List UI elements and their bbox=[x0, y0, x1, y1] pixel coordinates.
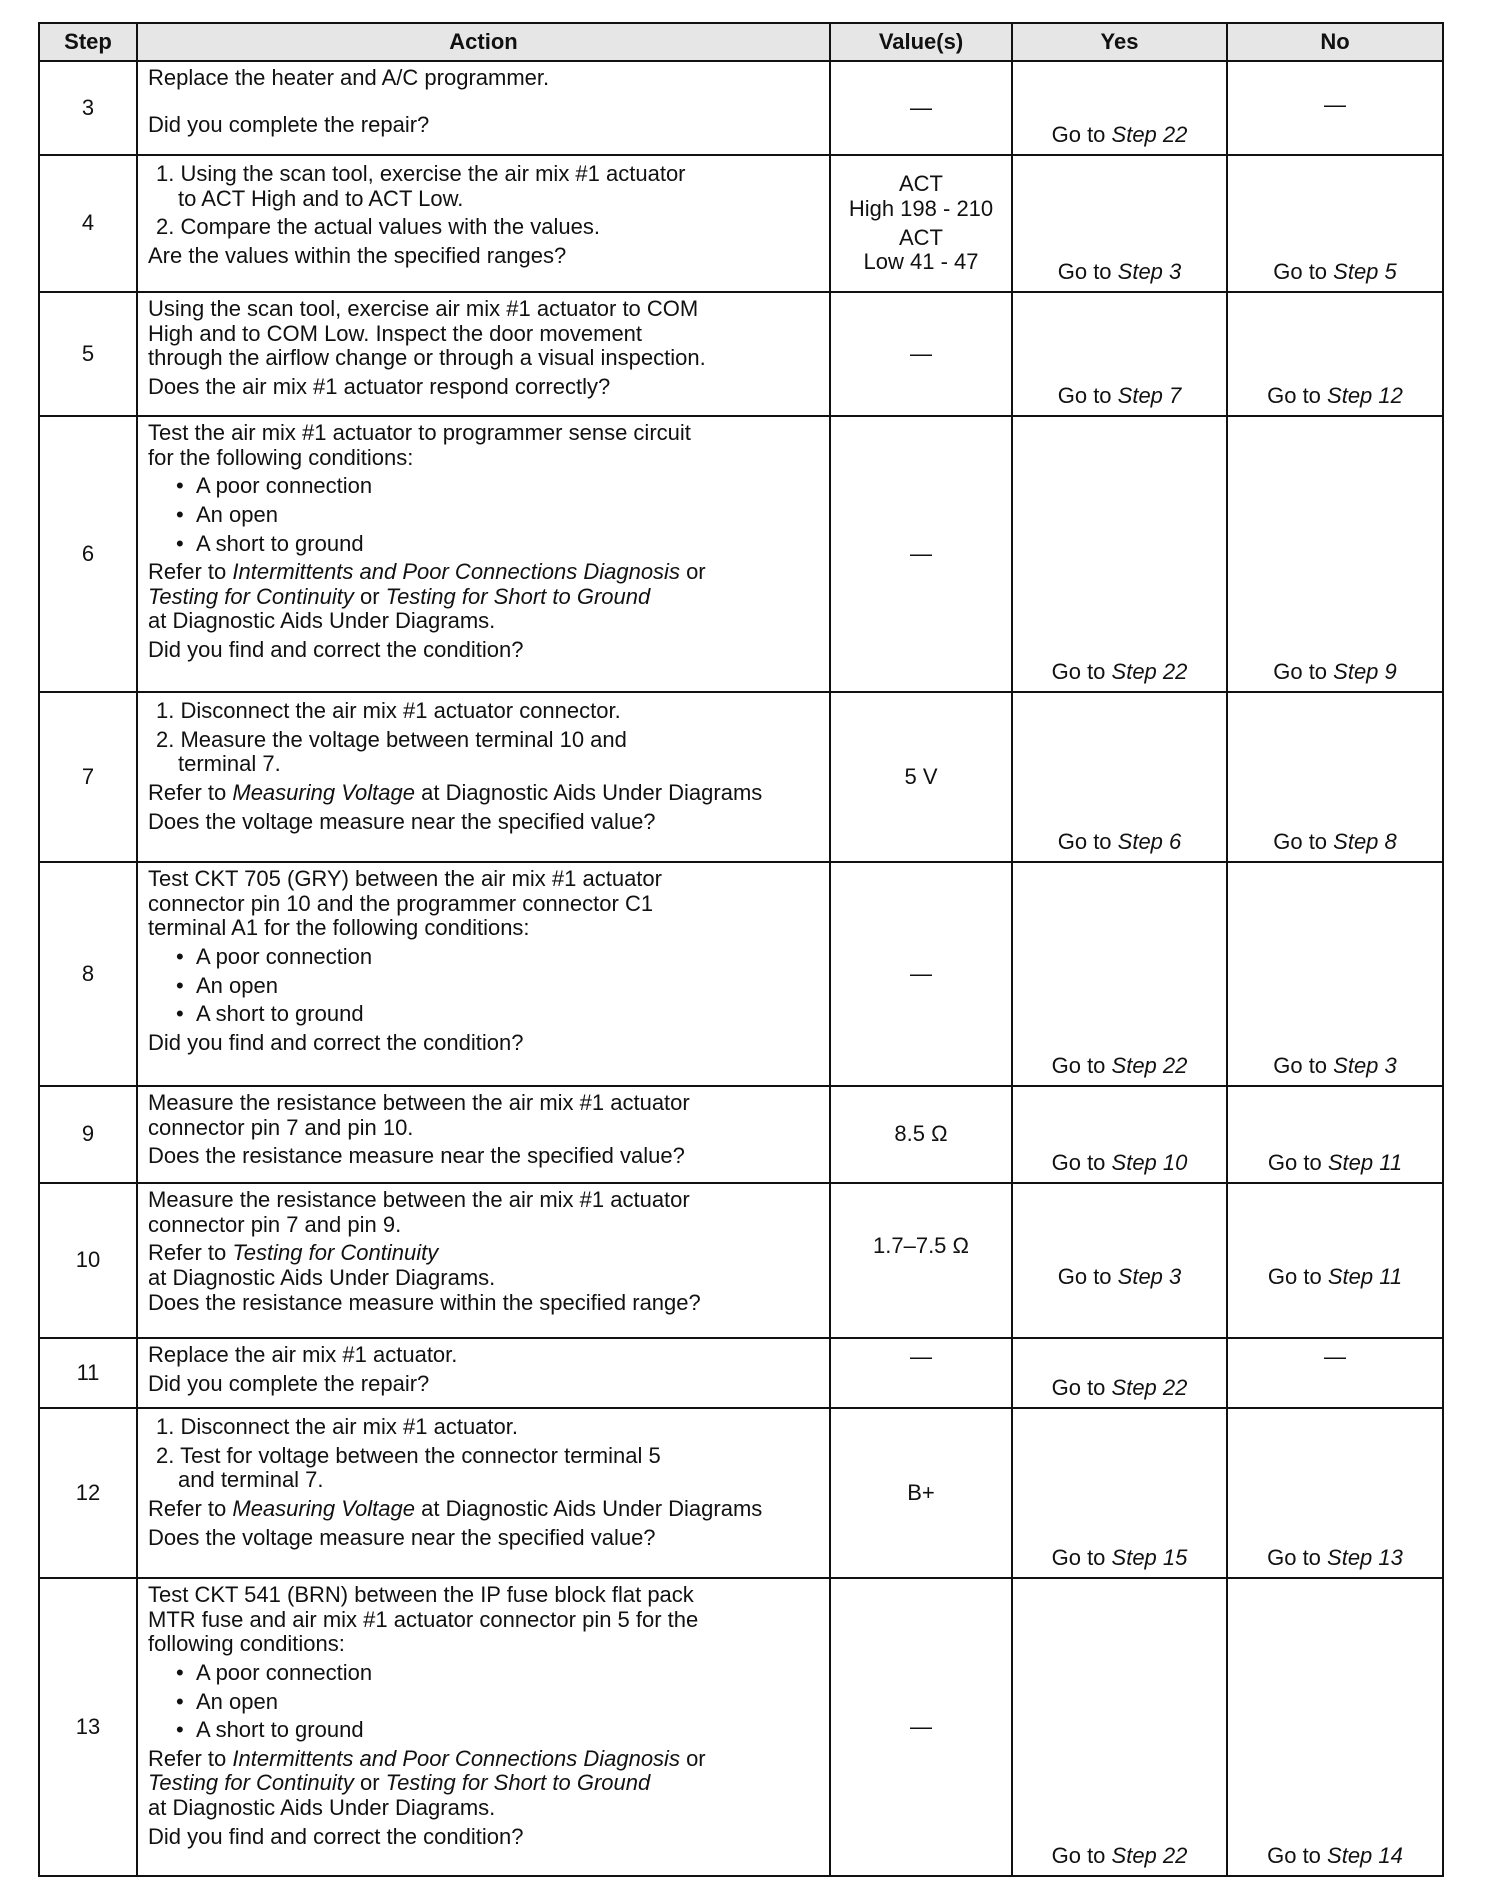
yes-step-link: Step 22 bbox=[1111, 1843, 1188, 1869]
value-label: ACT bbox=[899, 224, 943, 250]
action-question: Did you find and correct the condition? bbox=[148, 637, 524, 662]
no-cell bbox=[1227, 1183, 1443, 1338]
header-values: Value(s) bbox=[830, 23, 1012, 61]
table-row bbox=[39, 1408, 1443, 1578]
action-text: connector pin 7 and pin 10. bbox=[148, 1114, 414, 1140]
refer-link: Intermittents and Poor Connections Diagnosis bbox=[232, 559, 680, 585]
refer-link: Measuring Voltage bbox=[232, 779, 416, 805]
no-step-link: Step 3 bbox=[1333, 1053, 1397, 1079]
action-question: Does the resistance measure near the specified value? bbox=[148, 1143, 685, 1169]
step-number: 12 bbox=[39, 1408, 137, 1578]
item-number: 1. bbox=[156, 1414, 175, 1439]
refer-joiner: or bbox=[353, 583, 386, 609]
action-numbered-item bbox=[148, 728, 823, 777]
yes-prefix: Go to bbox=[1057, 259, 1118, 285]
refer-joiner: or bbox=[353, 1770, 386, 1796]
step-number: 7 bbox=[39, 692, 137, 862]
condition-bullet: • A poor connection bbox=[148, 945, 823, 970]
condition-bullet: • A short to ground bbox=[148, 1002, 823, 1027]
action-text: connector pin 10 and the programmer connector C1 bbox=[148, 890, 654, 916]
action-cell bbox=[137, 1578, 830, 1876]
yes-cell bbox=[1012, 155, 1227, 292]
refer-line: at Diagnostic Aids Under Diagrams. bbox=[148, 1795, 496, 1820]
yes-step-link: Step 15 bbox=[1111, 1545, 1188, 1571]
header-row bbox=[39, 23, 1443, 61]
step-number: 9 bbox=[39, 1086, 137, 1183]
no-step-link: Step 11 bbox=[1327, 1264, 1403, 1290]
action-cell bbox=[137, 1183, 830, 1338]
item-text: Compare the actual values with the values. bbox=[180, 214, 600, 240]
value-cell: 8.5 Ω bbox=[830, 1086, 1012, 1183]
action-numbered-item bbox=[148, 1444, 823, 1493]
action-question: Did you find and correct the condition? bbox=[148, 1823, 524, 1849]
condition-bullet: • An open bbox=[148, 974, 823, 999]
condition-bullet: • A poor connection bbox=[148, 474, 823, 499]
yes-cell bbox=[1012, 692, 1227, 862]
refer-prefix: Refer to bbox=[148, 559, 233, 585]
yes-prefix: Go to bbox=[1057, 829, 1118, 855]
item-number: 2. bbox=[156, 726, 175, 752]
item-text-continued: to ACT High and to ACT Low. bbox=[178, 185, 464, 211]
action-cell bbox=[137, 862, 830, 1086]
yes-prefix: Go to bbox=[1051, 1375, 1112, 1401]
no-prefix: Go to bbox=[1267, 1150, 1328, 1176]
table-row bbox=[39, 692, 1443, 862]
refer-prefix: Refer to bbox=[148, 1745, 233, 1771]
refer-suffix: at Diagnostic Aids Under Diagrams bbox=[415, 1495, 763, 1521]
action-text: MTR fuse and air mix #1 actuator connector pin 5 for the bbox=[148, 1606, 699, 1632]
no-step-link: Step 5 bbox=[1333, 259, 1397, 285]
value-cell: 1.7–7.5 Ω bbox=[830, 1183, 1012, 1338]
condition-bullet: • An open bbox=[148, 1690, 823, 1715]
refer-link: Testing for Continuity bbox=[232, 1240, 439, 1266]
step-number: 10 bbox=[39, 1183, 137, 1338]
item-number: 2. bbox=[156, 214, 175, 240]
value-cell: — bbox=[830, 862, 1012, 1086]
yes-prefix: Go to bbox=[1051, 659, 1112, 685]
action-text: connector pin 7 and pin 9. bbox=[148, 1211, 402, 1237]
action-text: for the following conditions: bbox=[148, 444, 414, 470]
header-action: Action bbox=[137, 23, 830, 61]
action-text: Replace the heater and A/C programmer. bbox=[148, 65, 550, 90]
step-number: 5 bbox=[39, 292, 137, 416]
action-text: Measure the resistance between the air mix #1 actuator bbox=[148, 1187, 690, 1212]
item-text: Test for voltage between the connector terminal 5 bbox=[180, 1442, 661, 1468]
value-range: Low 41 - 47 bbox=[863, 249, 979, 275]
yes-cell bbox=[1012, 416, 1227, 692]
refer-link: Measuring Voltage bbox=[232, 1495, 416, 1521]
value-range: High 198 - 210 bbox=[848, 195, 994, 221]
yes-step-link: Step 22 bbox=[1111, 1053, 1188, 1079]
step-number: 3 bbox=[39, 61, 137, 155]
value-cell bbox=[830, 155, 1012, 292]
value-cell: — bbox=[830, 1578, 1012, 1876]
table-row bbox=[39, 1578, 1443, 1876]
refer-link: Testing for Continuity bbox=[148, 1770, 354, 1796]
yes-prefix: Go to bbox=[1051, 122, 1112, 148]
step-number: 4 bbox=[39, 155, 137, 292]
action-text: through the airflow change or through a visual inspection. bbox=[148, 345, 706, 371]
refer-line: at Diagnostic Aids Under Diagrams. bbox=[148, 1264, 496, 1290]
yes-step-link: Step 22 bbox=[1111, 1375, 1188, 1401]
no-cell bbox=[1227, 862, 1443, 1086]
yes-cell bbox=[1012, 61, 1227, 155]
yes-prefix: Go to bbox=[1057, 383, 1118, 409]
table-row bbox=[39, 862, 1443, 1086]
value-label: ACT bbox=[899, 171, 943, 197]
no-cell: — bbox=[1227, 1338, 1443, 1408]
yes-prefix: Go to bbox=[1051, 1545, 1112, 1571]
action-cell bbox=[137, 1338, 830, 1408]
action-question: Did you complete the repair? bbox=[148, 111, 430, 137]
refer-line bbox=[148, 1497, 823, 1522]
yes-prefix: Go to bbox=[1051, 1843, 1112, 1869]
value-cell: B+ bbox=[830, 1408, 1012, 1578]
item-number: 1. bbox=[156, 698, 175, 723]
no-prefix: Go to bbox=[1273, 659, 1334, 685]
action-text: following conditions: bbox=[148, 1631, 345, 1657]
yes-step-link: Step 7 bbox=[1117, 383, 1182, 409]
refer-line bbox=[148, 1241, 823, 1266]
condition-bullet: • A poor connection bbox=[148, 1661, 823, 1686]
no-cell bbox=[1227, 155, 1443, 292]
table-row bbox=[39, 292, 1443, 416]
condition-bullet: • A short to ground bbox=[148, 1718, 823, 1743]
step-number: 8 bbox=[39, 862, 137, 1086]
header-no: No bbox=[1227, 23, 1443, 61]
no-step-link: Step 11 bbox=[1327, 1150, 1403, 1176]
yes-step-link: Step 10 bbox=[1111, 1150, 1188, 1176]
diagnostic-table-sheet bbox=[38, 22, 1442, 1877]
yes-prefix: Go to bbox=[1057, 1264, 1118, 1290]
refer-prefix: Refer to bbox=[148, 779, 233, 805]
condition-bullet: • An open bbox=[148, 503, 823, 528]
no-prefix: Go to bbox=[1267, 1264, 1328, 1290]
action-cell bbox=[137, 61, 830, 155]
no-step-link: Step 9 bbox=[1333, 659, 1397, 685]
yes-cell bbox=[1012, 292, 1227, 416]
value-cell: — bbox=[830, 61, 1012, 155]
yes-cell bbox=[1012, 1408, 1227, 1578]
step-number: 6 bbox=[39, 416, 137, 692]
action-cell bbox=[137, 1408, 830, 1578]
action-text: Test CKT 541 (BRN) between the IP fuse block flat pack bbox=[148, 1582, 694, 1607]
action-question: Did you find and correct the condition? bbox=[148, 1029, 524, 1055]
no-prefix: Go to bbox=[1267, 383, 1328, 409]
table-row bbox=[39, 1338, 1443, 1408]
action-text: terminal A1 for the following conditions: bbox=[148, 915, 530, 941]
item-number: 2. bbox=[156, 1442, 175, 1468]
item-text: Disconnect the air mix #1 actuator. bbox=[180, 1414, 518, 1439]
no-cell: — bbox=[1227, 61, 1443, 155]
yes-cell bbox=[1012, 1183, 1227, 1338]
no-cell bbox=[1227, 416, 1443, 692]
no-step-link: Step 12 bbox=[1327, 383, 1403, 409]
yes-prefix: Go to bbox=[1051, 1053, 1112, 1079]
action-cell bbox=[137, 416, 830, 692]
table-row bbox=[39, 61, 1443, 155]
action-cell bbox=[137, 1086, 830, 1183]
step-number: 11 bbox=[39, 1338, 137, 1408]
yes-step-link: Step 3 bbox=[1117, 1264, 1182, 1290]
action-cell bbox=[137, 155, 830, 292]
refer-suffix: at Diagnostic Aids Under Diagrams bbox=[415, 779, 763, 805]
action-cell bbox=[137, 692, 830, 862]
yes-cell bbox=[1012, 1578, 1227, 1876]
no-prefix: Go to bbox=[1267, 1545, 1328, 1571]
value-cell: — bbox=[830, 416, 1012, 692]
yes-step-link: Step 3 bbox=[1117, 259, 1182, 285]
no-step-link: Step 14 bbox=[1327, 1843, 1403, 1869]
action-text: Test the air mix #1 actuator to programmer sense circuit bbox=[148, 420, 691, 445]
item-text-continued: terminal 7. bbox=[178, 751, 281, 777]
refer-line bbox=[148, 560, 823, 585]
refer-link: Intermittents and Poor Connections Diagnosis bbox=[232, 1745, 680, 1771]
action-numbered-item bbox=[148, 699, 823, 724]
refer-link: Testing for Short to Ground bbox=[385, 1770, 651, 1796]
no-prefix: Go to bbox=[1267, 1843, 1328, 1869]
action-numbered-item bbox=[148, 1415, 823, 1440]
action-question: Did you complete the repair? bbox=[148, 1370, 430, 1396]
item-text: Using the scan tool, exercise the air mix #1 actuator bbox=[180, 161, 686, 186]
yes-step-link: Step 22 bbox=[1111, 659, 1188, 685]
yes-cell bbox=[1012, 862, 1227, 1086]
item-text-continued: and terminal 7. bbox=[178, 1467, 324, 1493]
item-text: Disconnect the air mix #1 actuator connector. bbox=[180, 698, 621, 723]
value-cell: 5 V bbox=[830, 692, 1012, 862]
yes-prefix: Go to bbox=[1051, 1150, 1112, 1176]
refer-prefix: Refer to bbox=[148, 1495, 233, 1521]
table-row bbox=[39, 155, 1443, 292]
refer-link: Testing for Short to Ground bbox=[385, 583, 651, 609]
refer-suffix: or bbox=[679, 559, 706, 585]
action-text: Test CKT 705 (GRY) between the air mix #1 actuator bbox=[148, 866, 662, 891]
yes-cell bbox=[1012, 1086, 1227, 1183]
action-text: Measure the resistance between the air mix #1 actuator bbox=[148, 1090, 690, 1115]
refer-line bbox=[148, 781, 823, 806]
action-numbered-item bbox=[148, 215, 823, 240]
yes-step-link: Step 22 bbox=[1111, 122, 1188, 148]
table-row bbox=[39, 1183, 1443, 1338]
table-row bbox=[39, 1086, 1443, 1183]
action-text: High and to COM Low. Inspect the door movement bbox=[148, 320, 643, 346]
item-text: Measure the voltage between terminal 10 and bbox=[180, 726, 627, 752]
diagnostic-table bbox=[38, 22, 1444, 1877]
table-row bbox=[39, 416, 1443, 692]
no-step-link: Step 8 bbox=[1333, 829, 1397, 855]
value-cell: — bbox=[830, 292, 1012, 416]
no-cell bbox=[1227, 1408, 1443, 1578]
yes-step-link: Step 6 bbox=[1117, 829, 1182, 855]
refer-line bbox=[148, 585, 823, 610]
no-step-link: Step 13 bbox=[1327, 1545, 1403, 1571]
yes-cell bbox=[1012, 1338, 1227, 1408]
refer-line bbox=[148, 1771, 823, 1796]
no-cell bbox=[1227, 292, 1443, 416]
action-numbered-item bbox=[148, 162, 823, 211]
refer-suffix: or bbox=[679, 1745, 706, 1771]
value-cell: — bbox=[830, 1338, 1012, 1408]
no-prefix: Go to bbox=[1273, 829, 1334, 855]
action-question: Does the voltage measure near the specified value? bbox=[148, 808, 656, 834]
refer-line: at Diagnostic Aids Under Diagrams. bbox=[148, 608, 496, 634]
action-question: Does the air mix #1 actuator respond correctly? bbox=[148, 373, 611, 399]
refer-link: Testing for Continuity bbox=[148, 583, 354, 609]
no-prefix: Go to bbox=[1273, 259, 1334, 285]
no-cell bbox=[1227, 1086, 1443, 1183]
no-cell bbox=[1227, 1578, 1443, 1876]
action-question: Does the resistance measure within the specified range? bbox=[148, 1289, 701, 1315]
action-text: Replace the air mix #1 actuator. bbox=[148, 1342, 458, 1367]
condition-bullet: • A short to ground bbox=[148, 532, 823, 557]
action-question: Does the voltage measure near the specified value? bbox=[148, 1524, 656, 1550]
no-cell bbox=[1227, 692, 1443, 862]
action-text: Using the scan tool, exercise air mix #1 actuator to COM bbox=[148, 296, 699, 321]
no-prefix: Go to bbox=[1273, 1053, 1334, 1079]
action-cell bbox=[137, 292, 830, 416]
header-yes: Yes bbox=[1012, 23, 1227, 61]
refer-prefix: Refer to bbox=[148, 1240, 233, 1266]
refer-line bbox=[148, 1747, 823, 1772]
step-number: 13 bbox=[39, 1578, 137, 1876]
header-step: Step bbox=[39, 23, 137, 61]
item-number: 1. bbox=[156, 161, 175, 186]
action-question: Are the values within the specified ranges? bbox=[148, 242, 567, 268]
